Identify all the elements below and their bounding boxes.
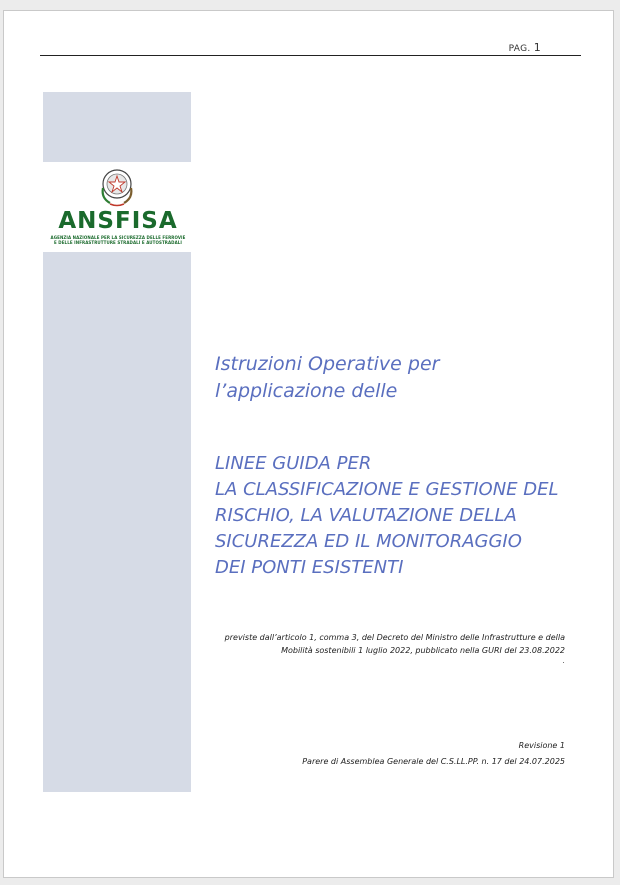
- page-number: [509, 41, 541, 54]
- subtitle-line: RISCHIO, LA VALUTAZIONE DELLA: [215, 505, 517, 526]
- page-number-value: 1: [533, 41, 541, 54]
- brand-subtitle-line2: E DELLE INFRASTRUTTURE STRADALI E AUTOSTRADALI: [53, 240, 183, 245]
- page-label: PAG.: [508, 44, 531, 54]
- side-band: [43, 252, 191, 792]
- legal-reference: [205, 631, 565, 665]
- reference-line3: .: [562, 657, 565, 665]
- brand-subtitle: [47, 235, 189, 245]
- document-subtitle: [215, 451, 585, 581]
- italian-republic-emblem-icon: [98, 166, 136, 208]
- revision-label: Revisione 1: [518, 741, 565, 750]
- document-page: [3, 10, 614, 878]
- title-line2: l’applicazione delle: [215, 380, 398, 402]
- title-line1: Istruzioni Operative per: [215, 353, 440, 375]
- ansfisa-logo: [43, 162, 191, 252]
- subtitle-line: LINEE GUIDA PER: [215, 453, 372, 474]
- subtitle-line: SICUREZZA ED IL MONITORAGGIO: [215, 531, 522, 552]
- brand-name: ANSFISA: [58, 208, 178, 234]
- brand-subtitle-line1: AGENZIA NAZIONALE PER LA SICUREZZA DELLE FERROVIE: [50, 235, 186, 240]
- subtitle-line: LA CLASSIFICAZIONE E GESTIONE DEL: [215, 479, 559, 500]
- reference-line2: Mobilità sostenibili 1 luglio 2022, pubblicato nella GURI del 23.08.2022: [281, 646, 565, 655]
- side-band-top: [43, 92, 191, 162]
- header-rule: [40, 55, 581, 56]
- revision-opinion: Parere di Assemblea Generale del C.S.LL.PP. n. 17 del 24.07.2025: [302, 757, 565, 766]
- subtitle-line: DEI PONTI ESISTENTI: [215, 557, 404, 578]
- reference-line1: previste dall’articolo 1, comma 3, del Decreto del Ministro delle Infrastrutture e della: [224, 633, 565, 642]
- revision-block: [205, 738, 565, 770]
- document-title: [215, 351, 575, 405]
